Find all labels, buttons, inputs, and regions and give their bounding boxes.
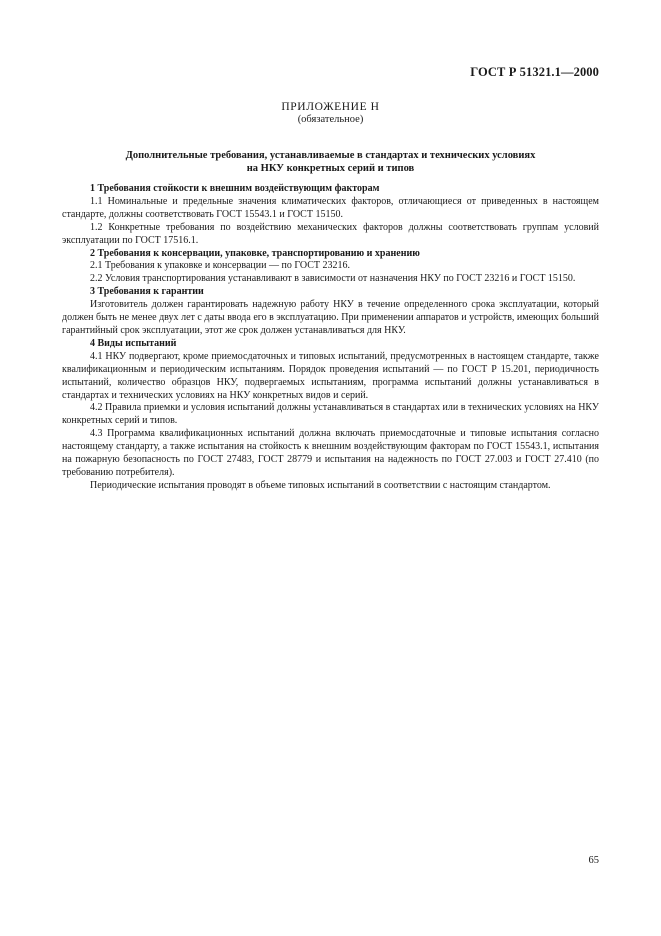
annex-heading: [70, 149, 591, 175]
document-code: ГОСТ Р 51321.1—2000: [470, 65, 599, 79]
paragraph-4-3: 4.3 Программа квалификационных испытаний должна включать приемосдаточные и типовые испытания согласно настоящему стандарту, а также испытания на стойкость к внешним воздействующим факторам по ГОСТ 15543.1, испытания на пожарную безопасность по ГОСТ 27483, ГОСТ 28779 и испытания на надежность по ГОСТ 27.003 и ГОСТ 27.410 (по требованию потребителя).: [62, 428, 599, 478]
page-number: 65: [588, 855, 599, 866]
paragraph-3: Изготовитель должен гарантировать надежную работу НКУ в течение определенного срока эксплуатации, который должен быть не менее двух лет с даты ввода его в эксплуатацию. При применении аппаратов и устройств, имеющих больший гарантийный срок эксплуатации, этот же срок должен устанавливаться для НКУ.: [62, 299, 599, 336]
section-1-heading: 1 Требования стойкости к внешним воздействующим факторам: [90, 183, 380, 194]
paragraph-1-2: 1.2 Конкретные требования по воздействию механических факторов должны соответствовать группам условий эксплуатации по ГОСТ 17516.1.: [62, 221, 599, 246]
annex-heading-line-2: на НКУ конкретных серий и типов: [246, 163, 415, 174]
paragraph-1-1: 1.1 Номинальные и предельные значения климатических факторов, отличающиеся от приведенных в настоящем стандарте, должны соответствовать ГОСТ 15543.1 и ГОСТ 15150.: [62, 195, 599, 220]
paragraph-4-1: 4.1 НКУ подвергают, кроме приемосдаточных и типовых испытаний, предусмотренных в настоящем стандарте, также квалификационным и периодическим испытаниям. Порядок проведения испытаний — по ГОСТ Р 15.201, периодичность испытаний, количество образцов НКУ, подвергаемых испытаниям, программа испытаний должны устанавливаться в стандартах и технических условиях на НКУ конкретных видов и серий.: [62, 350, 599, 401]
annex-heading-line-1: Дополнительные требования, устанавливаемые в стандартах и технических условиях: [125, 150, 536, 161]
paragraph-2-1: 2.1 Требования к упаковке и консервации — по ГОСТ 23216.: [90, 260, 350, 272]
section-4-heading: 4 Виды испытаний: [90, 337, 177, 349]
paragraph-4-4: Периодические испытания проводят в объеме типовых испытаний в соответствии с настоящим стандартом.: [90, 479, 551, 491]
annex-status: (обязательное): [297, 114, 364, 125]
annex-body: [62, 183, 599, 493]
section-3-heading: 3 Требования к гарантии: [90, 286, 204, 298]
paragraph-4-2: 4.2 Правила приемки и условия испытаний должны устанавливаться в стандартах или в технических условиях на НКУ конкретных серий и типов.: [62, 402, 599, 427]
section-2-heading: 2 Требования к консервации, упаковке, транспортированию и хранению: [90, 247, 420, 259]
annex-title: ПРИЛОЖЕНИЕ Н: [281, 101, 380, 113]
paragraph-2-2: 2.2 Условия транспортирования устанавливают в зависимости от назначения НКУ по ГОСТ 23216 и ГОСТ 15150.: [90, 273, 576, 285]
